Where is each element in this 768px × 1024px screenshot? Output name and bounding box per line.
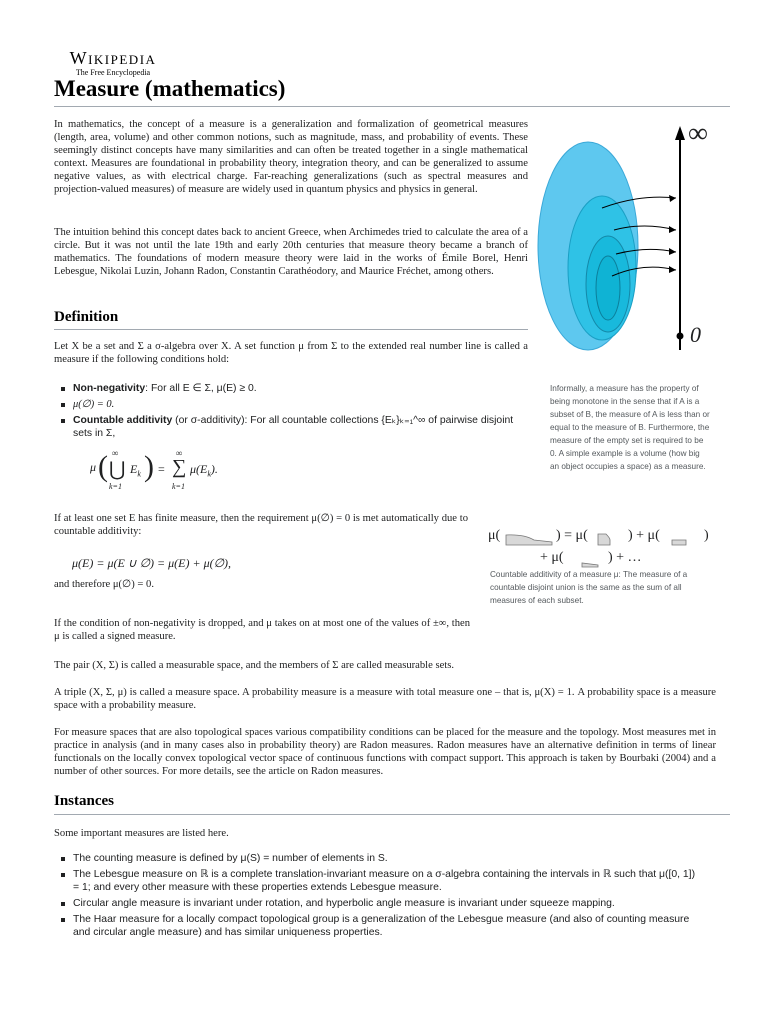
subset-shape-2 [668, 532, 694, 546]
logo-tagline: The Free Encyclopedia [75, 68, 151, 77]
condition-countable-additivity: Countable additivity (or σ-additivity): For all countable collections {Eₖ}ₖ₌₁^∞ of pairwise disjoint sets in Σ, [60, 414, 526, 440]
measure-space-text: A triple (X, Σ, μ) is called a measure space. A probability measure is a measure with total measure one – that is, μ(X) = 1. A probability space is a measure space with a probability measure. [54, 687, 716, 711]
axis-arrowhead [675, 126, 685, 140]
figure2-caption: Countable additivity of a measure μ: The measure of a countable disjoint union is the same as the sum of all measures of each subset. [490, 570, 688, 605]
instances-heading: Instances [54, 793, 115, 809]
signed-measure-text: If the condition of non-negativity is dropped, and μ takes on at most one of the values of ±∞, then μ is called a signed measure. [54, 618, 470, 642]
therefore-text: and therefore μ(∅) = 0. [54, 579, 154, 590]
union-shape [504, 532, 554, 546]
intro-paragraph-2: The intuition behind this concept dates back to ancient Greece, when Archimedes tried to calculate the area of a circle. But it was not until the late 19th and early 20th centuries that measure theory became a branch of mathematics. The foundations of modern measure theory were laid in the works of Émile Borel, Henri Lebesgue, Nikolai Luzin, Johann Radon, Constantin Carathéodory, and Maurice Fréchet, among others. [54, 227, 528, 277]
definition-lead: Let X be a set and Σ a σ-algebra over X. A set function μ from Σ to the extended real number line is called a measure if the following conditions hold: [54, 341, 528, 365]
axis-zero-point [677, 333, 684, 340]
subset-shape-1 [596, 532, 622, 546]
finite-measure-formula: μ(E) = μ(E ∪ ∅) = μ(E) + μ(∅), [72, 556, 232, 570]
zero-label: 0 [690, 322, 701, 347]
countable-additivity-figure: μ( ) = μ( ) + μ( ) + μ( ) + … [484, 526, 720, 572]
instance-counting-measure: The counting measure is defined by μ(S) = number of elements in S. [60, 852, 700, 865]
definition-conditions [60, 382, 526, 443]
instances-divider [54, 814, 730, 815]
definition-heading: Definition [54, 309, 119, 325]
sigma-additivity-formula: μ ( ∞ ⋃ k=1 $E_k$ ) = ∞ ∑ k=1 $\mu(E_k)$. [90, 448, 218, 491]
title-divider [54, 106, 730, 107]
instance-lebesgue-measure: The Lebesgue measure on ℝ is a complete translation-invariant measure on a σ-algebra containing the intervals in ℝ such that μ([0, 1]) = 1; and every other measure with these properties extends Lebesgue measure. [60, 868, 700, 894]
wikipedia-logo[interactable] [66, 48, 160, 78]
logo-wordmark: Wikipedia [69, 48, 157, 68]
topological-text: For measure spaces that are also topological spaces various compatibility conditions can be placed for the measure and the topology. Most measures met in practice in analysis (and in many cases also in probability theory) are Radon measures. Radon measures have an alternative definition in terms of linear functionals on the locally convex topological vector space of continuous functions with compact support. This approach is taken by Bourbaki (2004) and a number of other sources. For more details, see the article on Radon measures. [54, 727, 716, 777]
set-ellipse-core [596, 256, 620, 320]
infinity-label: ∞ [688, 118, 708, 149]
instance-circular-angle-measure: Circular angle measure is invariant under rotation, and hyperbolic angle measure is invariant under squeeze mapping. [60, 897, 700, 910]
definition-divider [54, 329, 528, 330]
instances-list [60, 852, 700, 942]
intro-paragraph-1: In mathematics, the concept of a measure is a generalization and formalization of geometrical measures (length, area, volume) and other common notions, such as magnitude, mass, and probability of events. These seemingly distinct concepts have many similarities and can often be treated together in a single mathematical context. Measures are foundational in probability theory, integration theory, and can be generalized to assume negative values, as with electrical charge. Far-reaching generalizations (such as spectral measures and projection-valued measures) of measure are widely used in quantum physics and physics in general. [54, 119, 528, 195]
subset-shape-3 [578, 554, 604, 568]
condition-empty-set: μ(∅) = 0. [60, 398, 526, 411]
instances-lead: Some important measures are listed here. [54, 828, 229, 839]
instance-haar-measure: The Haar measure for a locally compact topological group is a generalization of the Lebesgue measure (and also of counting measure and circular angle measure) and has similar uniqueness properties. [60, 913, 700, 939]
figure1-caption: Informally, a measure has the property of being monotone in the sense that if A is a subset of B, the measure of A is less than or equal to the measure of B. Furthermore, the measure of the empty set is required to be 0. A simple example is a volume (how big an object occupies a space) as a measure. [550, 384, 710, 471]
finite-measure-text: If at least one set E has finite measure, then the requirement μ(∅) = 0 is met automatically due to countable additivity: [54, 513, 468, 537]
measurable-space-text: The pair (X, Σ) is called a measurable space, and the members of Σ are called measurable sets. [54, 660, 455, 671]
condition-non-negativity: Non-negativity: For all E ∈ Σ, μ(E) ≥ 0. [60, 382, 526, 395]
page-title: Measure (mathematics) [54, 76, 286, 101]
